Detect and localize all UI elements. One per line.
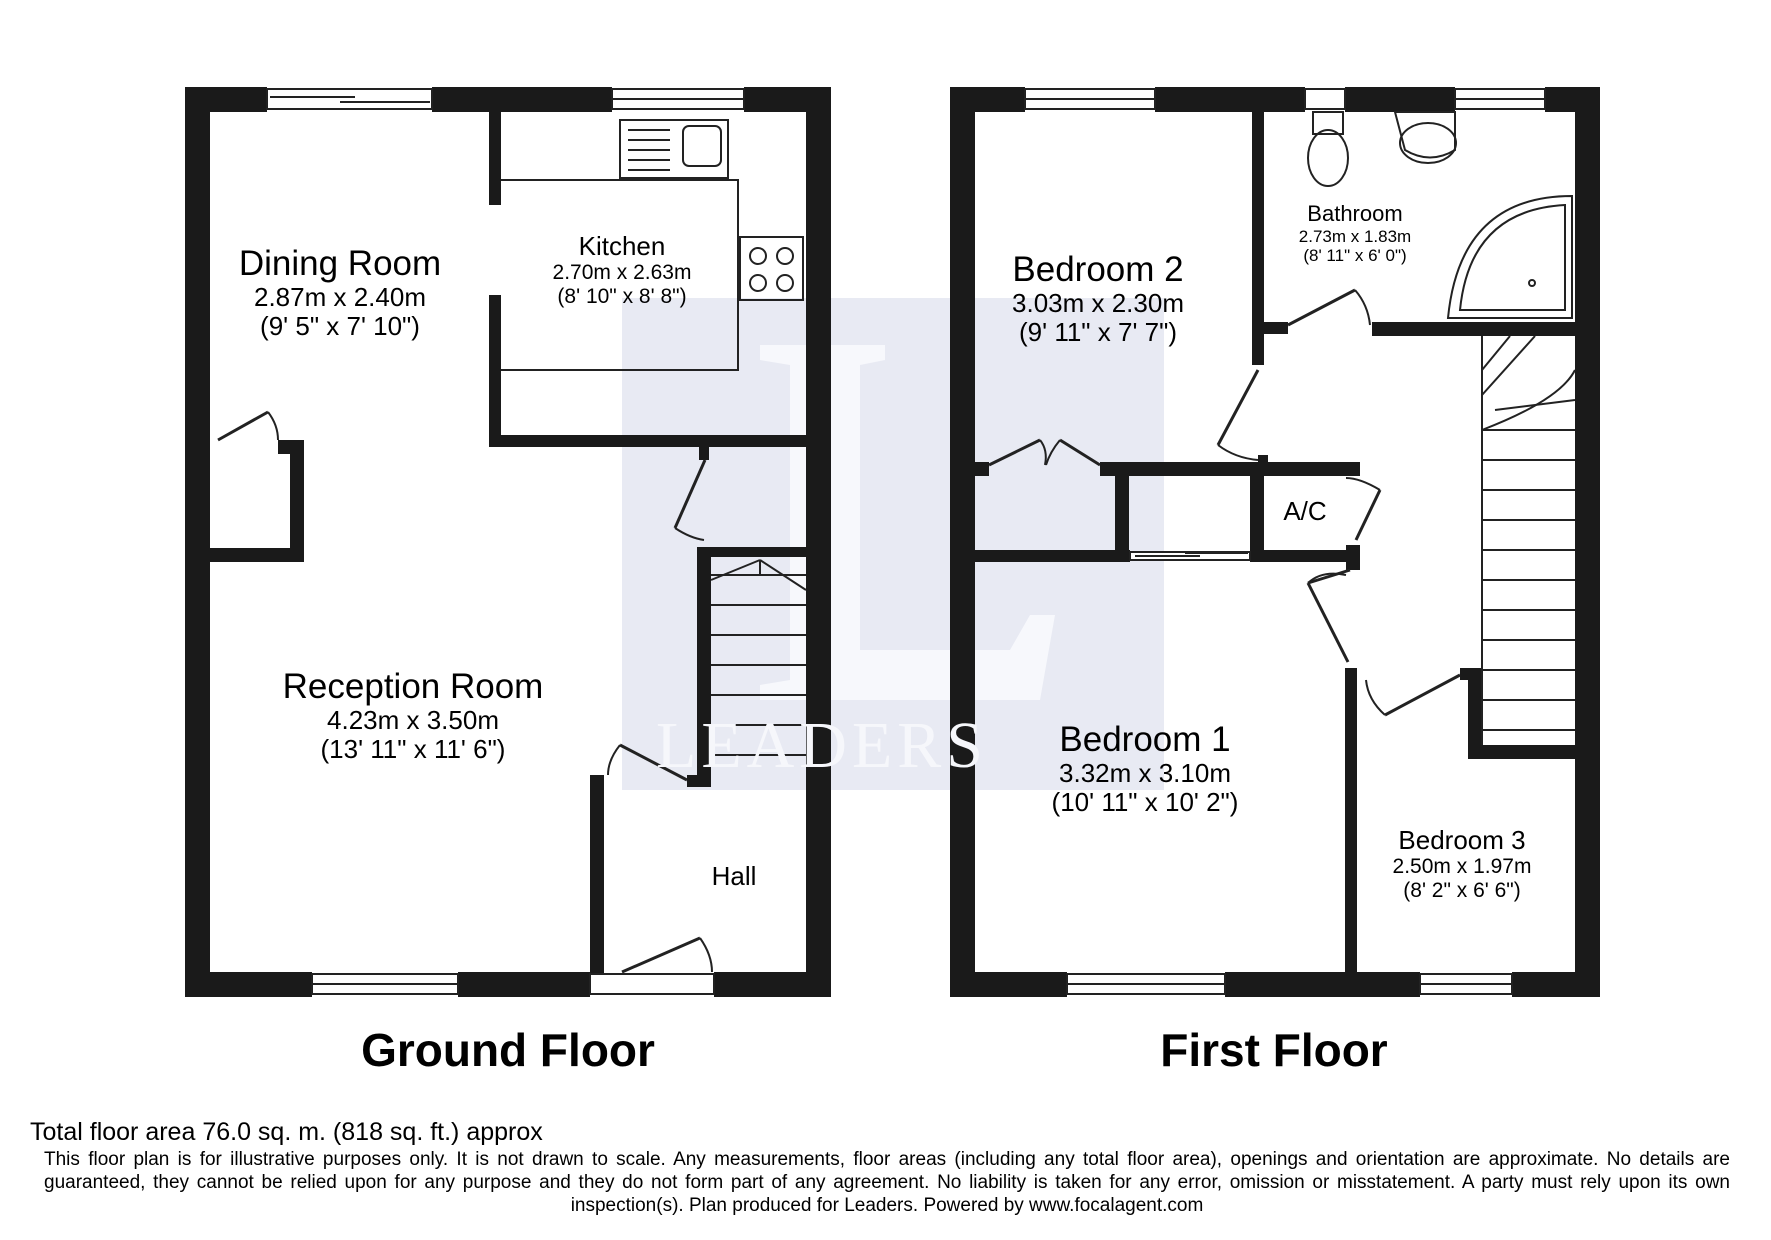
room-imperial: (8' 11" x 6' 0") xyxy=(1303,245,1407,265)
room-dining-room xyxy=(239,244,441,341)
room-bedroom-2 xyxy=(1012,250,1184,347)
room-metric: 2.87m x 2.40m xyxy=(254,282,426,313)
first-floor-title: First Floor xyxy=(1160,1024,1388,1076)
ground-floor-title: Ground Floor xyxy=(361,1024,655,1076)
room-imperial: (8' 10" x 8' 8") xyxy=(557,284,687,308)
room-name: Bedroom 1 xyxy=(1059,720,1231,759)
room-hall xyxy=(712,862,757,891)
room-name: Dining Room xyxy=(238,244,442,283)
room-name: Bedroom 2 xyxy=(1012,250,1184,289)
room-metric: 2.70m x 2.63m xyxy=(552,261,692,285)
room-metric: 2.73m x 1.83m xyxy=(1298,226,1412,246)
room-kitchen xyxy=(553,232,692,308)
room-name: Kitchen xyxy=(578,231,666,261)
room-imperial: (13' 11" x 11' 6") xyxy=(320,734,506,765)
room-name: Hall xyxy=(711,861,757,891)
room-name: Bedroom 3 xyxy=(1398,825,1526,855)
room-metric: 3.03m x 2.30m xyxy=(1012,288,1184,319)
room-ac xyxy=(1283,497,1326,526)
room-metric: 2.50m x 1.97m xyxy=(1392,855,1532,879)
disclaimer-text: This floor plan is for illustrative purposes only. It is not drawn to scale. Any measurements, floor areas (including any total floor area), openings and orientation are approximate. No details are guaranteed, they cannot be relied upon for any purpose and they do not form part of any agreement. No liability is taken for any error, omission or misstatement. A party must rely upon its own inspection(s). Plan produced for Leaders. Powered by www.focalagent.com xyxy=(44,1149,1730,1216)
total-floor-area: Total floor area 76.0 sq. m. (818 sq. ft.) approx xyxy=(30,1118,543,1146)
room-bedroom-3 xyxy=(1393,826,1532,902)
room-reception-room xyxy=(283,667,544,764)
room-metric: 3.32m x 3.10m xyxy=(1059,758,1231,789)
room-bedroom-1 xyxy=(1052,720,1239,817)
room-imperial: (8' 2" x 6' 6") xyxy=(1403,878,1521,902)
room-imperial: (9' 5" x 7' 10") xyxy=(260,311,420,342)
room-imperial: (10' 11" x 10' 2") xyxy=(1051,787,1239,818)
room-name: A/C xyxy=(1283,496,1327,526)
room-imperial: (9' 11" x 7' 7") xyxy=(1019,317,1177,348)
watermark-brand: LEADERS xyxy=(656,709,988,782)
room-name: Bathroom xyxy=(1307,201,1403,226)
room-bathroom xyxy=(1299,202,1411,265)
room-name: Reception Room xyxy=(282,667,544,706)
room-metric: 4.23m x 3.50m xyxy=(327,705,499,736)
